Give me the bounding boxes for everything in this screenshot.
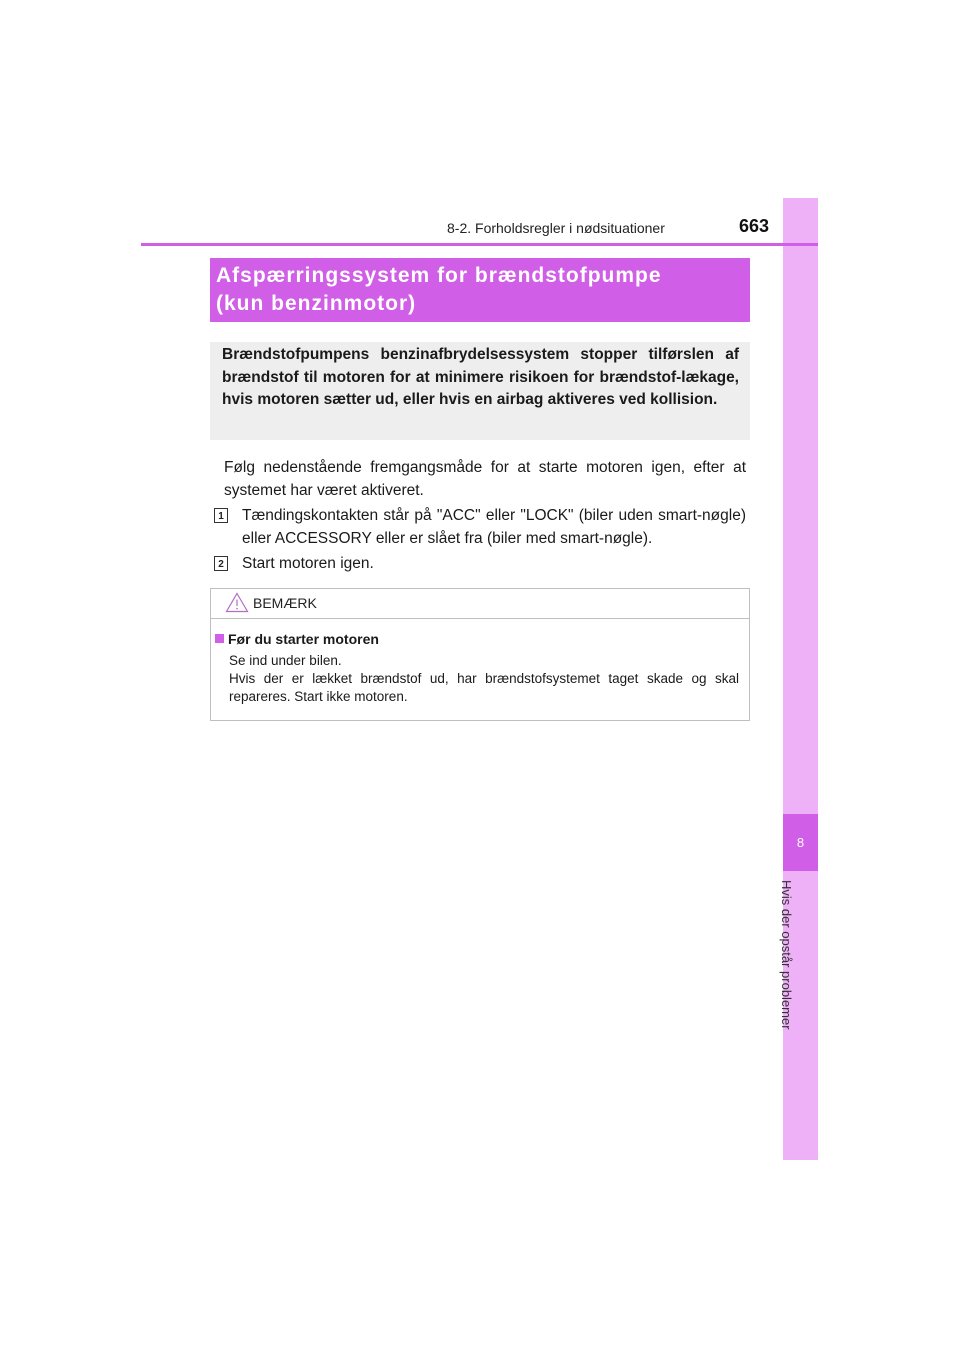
page-title-line-2: (kun benzinmotor) <box>216 292 417 315</box>
chapter-side-tab <box>779 198 818 1160</box>
step-number-badge: 1 <box>214 508 228 523</box>
notice-title: BEMÆRK <box>253 595 317 611</box>
step-text: Start motoren igen. <box>242 555 374 572</box>
page-title <box>210 258 750 322</box>
notice-box <box>210 588 750 721</box>
notice-header <box>211 589 749 619</box>
square-bullet-icon <box>215 634 224 643</box>
notice-line: Hvis der er lækket brændstof ud, har brændstofsystemet taget skade og skal repareres. Start ikke motoren. <box>229 671 739 704</box>
chapter-label: Hvis der opstår problemer <box>779 880 794 1030</box>
step-number-badge: 2 <box>214 556 228 571</box>
intro-summary: Brændstofpumpens benzinafbrydelsessystem stopper tilførslen af brændstof til motoren for at minimere risikoen for brændstof-lækage, hvis motoren sætter ud, eller hvis en airbag aktiveres ved kollision. <box>210 342 750 440</box>
section-heading: 8-2. Forholdsregler i nødsituationer <box>447 220 665 236</box>
page-title-line-1: Afspærringssystem for brændstofpumpe <box>216 264 662 287</box>
notice-subheading-text: Før du starter motoren <box>228 631 379 647</box>
step-text: Tændingskontakten står på "ACC" eller "LOCK" (biler uden smart-nøgle) eller ACCESSORY eller er slået fra (biler med smart-nøgle). <box>242 507 746 547</box>
page-number: 663 <box>739 216 770 236</box>
header-divider <box>141 243 818 246</box>
chapter-number: 8 <box>783 814 818 871</box>
notice-line: Se ind under bilen. <box>229 653 342 668</box>
notice-body <box>229 652 739 706</box>
notice-subheading <box>215 631 379 647</box>
warning-icon <box>225 592 249 613</box>
body-paragraph: Følg nedenstående fremgangsmåde for at starte motoren igen, efter at systemet har været aktiveret. <box>224 459 746 499</box>
